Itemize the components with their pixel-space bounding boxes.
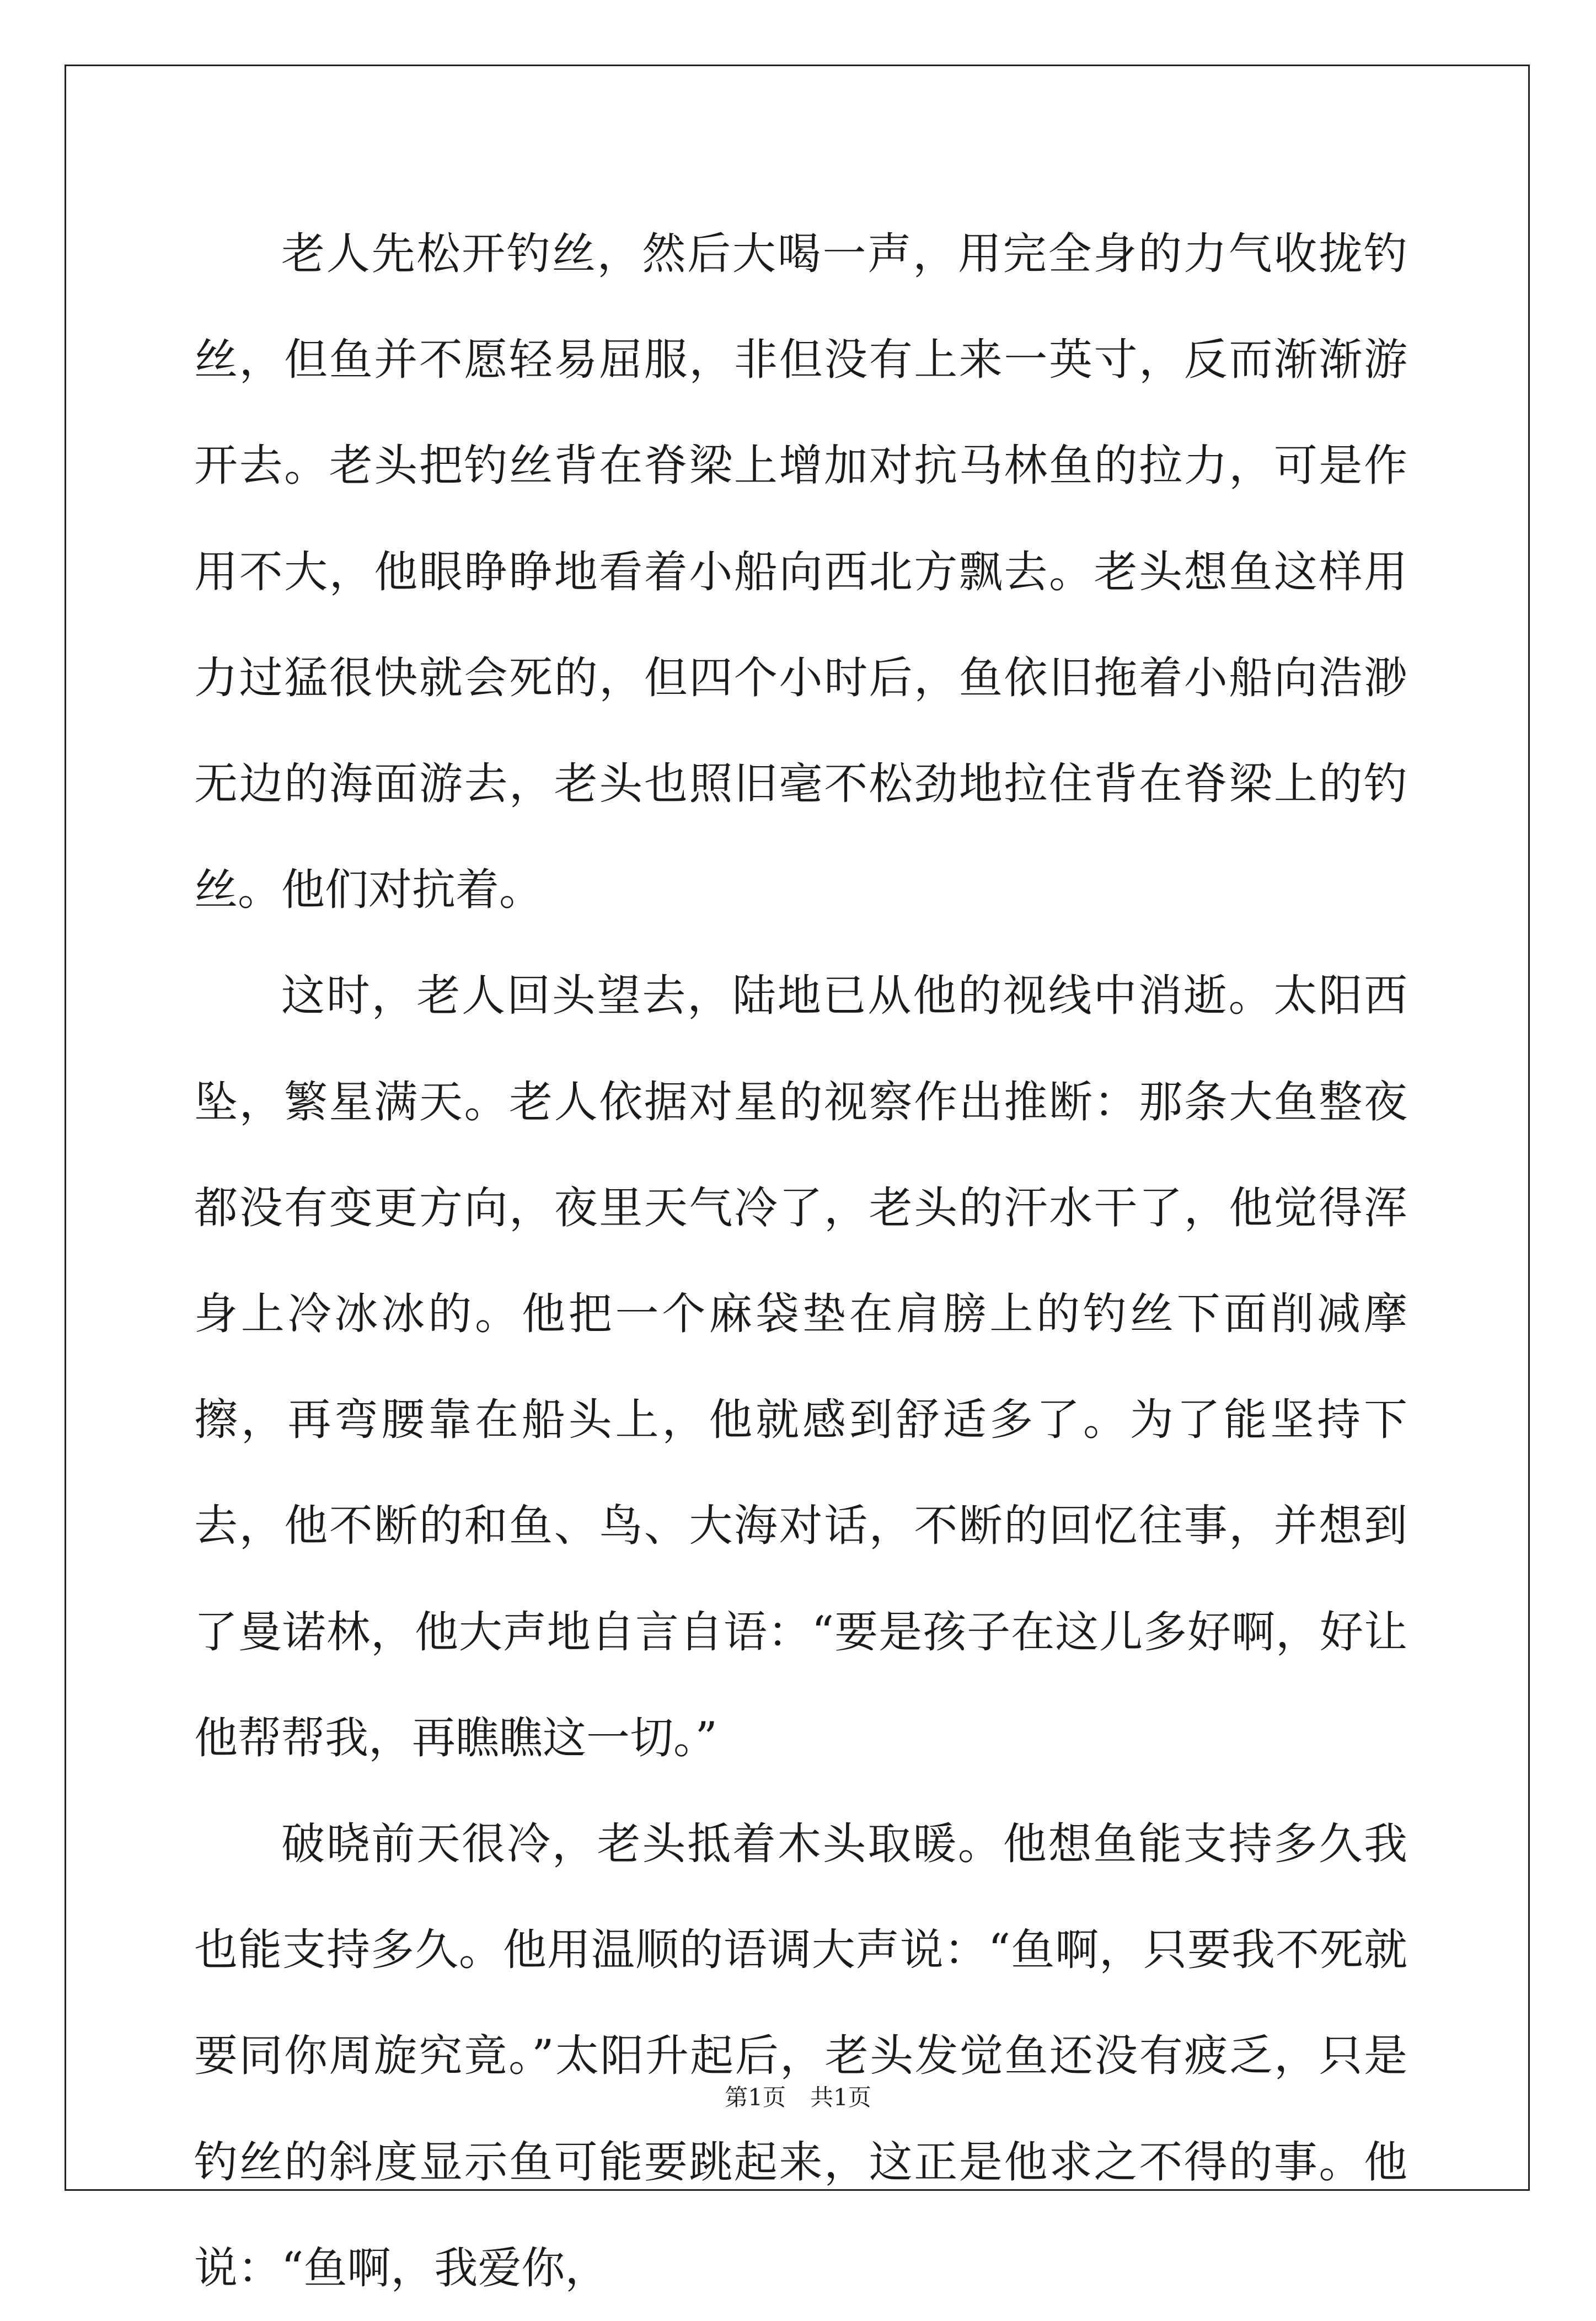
paragraph-2: 这时，老人回头望去，陆地已从他的视线中消逝。太阳西坠，繁星满天。老人依据对星的视察作出推断：那条大鱼整夜都没有变更方向，夜里天气冷了，老头的汗水干了，他觉得浑身上冷冰冰的。他把一个麻袋垫在肩膀上的钓丝下面削减摩擦，再弯腰靠在船头上，他就感到舒适多了。为了能坚持下去，他不断的和鱼、鸟、大海对话，不断的回忆往事，并想到了曼诺林，他大声地自言自语：“要是孩子在这儿多好啊，好让他帮帮我，再瞧瞧这一切。” xyxy=(194,970,1407,1763)
paragraph-1: 老人先松开钓丝，然后大喝一声，用完全身的力气收拢钓丝，但鱼并不愿轻易屈服，非但没有上来一英寸，反而渐渐游开去。老头把钓丝背在脊梁上增加对抗马林鱼的拉力，可是作用不大，他眼睁睁地看着小船向西北方飘去。老头想鱼这样用力过猛很快就会死的，但四个小时后，鱼依旧拖着小船向浩渺无边的海面游去，老头也照旧毫不松劲地拉住背在脊梁上的钓丝。他们对抗着。 xyxy=(194,228,1407,916)
paragraph-3: 破晓前天很冷，老头抵着木头取暖。他想鱼能支持多久我也能支持多久。他用温顺的语调大声说：“鱼啊，只要我不死就要同你周旋究竟。”太阳升起后，老头发觉鱼还没有疲乏，只是钓丝的斜度显示鱼可能要跳起来，这正是他求之不得的事。他说：“鱼啊，我爱你， xyxy=(194,1819,1407,2293)
page-total: 共1页 xyxy=(810,2084,871,2111)
page-number: 第1页 xyxy=(725,2084,786,2111)
document-body xyxy=(194,201,1407,2321)
page-footer xyxy=(0,2079,1596,2113)
